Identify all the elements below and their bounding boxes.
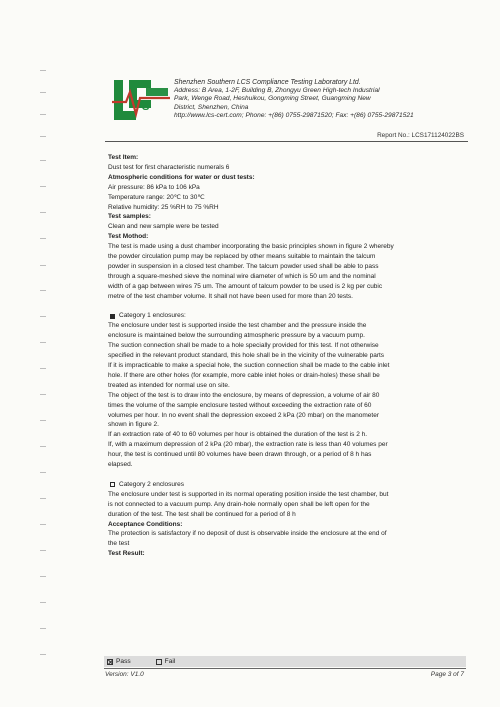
- empty-box-icon[interactable]: [156, 659, 162, 665]
- filled-square-icon: [110, 314, 115, 319]
- margin-mark: [40, 628, 46, 629]
- acceptance-heading: Acceptance Conditions:: [108, 520, 183, 528]
- samples-heading: Test samples:: [108, 213, 151, 221]
- margin-mark: [40, 160, 46, 161]
- lcs-logo: [112, 78, 170, 122]
- version-label: Version: V1.0: [105, 671, 144, 678]
- result-heading: Test Result:: [108, 550, 145, 558]
- cat1-line: The enclosure under test is supported inside the test chamber and the pressure inside the: [108, 322, 367, 330]
- category-1-heading: [108, 311, 470, 321]
- lab-name: Shenzhen Southern LCS Compliance Testing Laboratory Ltd.: [174, 79, 361, 86]
- margin-mark: [40, 654, 46, 655]
- cat1-line: The object of the test is to draw into the enclosure, by means of depression, a volume of air 80: [108, 391, 380, 399]
- margin-mark: [40, 114, 46, 115]
- pass-option[interactable]: [107, 658, 131, 665]
- atmos-heading: Atmospheric conditions for water or dust tests:: [108, 173, 255, 181]
- margin-mark: [40, 394, 46, 395]
- report-number: Report No.: LCS171124022BS: [377, 132, 464, 139]
- margin-mark: [40, 316, 46, 317]
- method-line: the powder circulation pump may be replaced by other means suitable to maintain the talcum: [108, 253, 376, 261]
- margin-mark: [40, 290, 46, 291]
- category-1-label: Category 1 enclosures:: [119, 312, 186, 320]
- address-line: Park, Wenge Road, Heshuikou, Gongming Street, Guangming New: [174, 95, 371, 103]
- method-line: metre of the test chamber volume. It shall not have been used for more than 20 tests.: [108, 292, 353, 300]
- margin-mark: [40, 550, 46, 551]
- margin-mark: [40, 92, 46, 93]
- cat1-line: If an extraction rate of 40 to 60 volumes per hour is obtained the duration of the test is 2 h.: [108, 431, 368, 439]
- cat1-line: hole. If there are other holes (for example, more cable inlet holes or drain-holes) these shall be: [108, 371, 380, 379]
- margin-mark: [40, 186, 46, 187]
- address-line: Address: B Area, 1-2F, Building B, Zhongyu Green High-tech Industrial: [174, 87, 380, 95]
- margin-mark: [40, 524, 46, 525]
- method-line: through a square-meshed sieve the nominal wire diameter of which is 50 um and the nominal: [108, 272, 376, 280]
- contact-line: http://www.lcs-cert.com; Phone: +(86) 0755-29871520; Fax: +(86) 0755-29871521: [174, 111, 414, 119]
- margin-mark: [40, 238, 46, 239]
- cat2-line: is not connected to a vacuum pump. Any drain-hole normally open shall be left open for the: [108, 500, 370, 508]
- cat1-line: volumes per hour. In no event shall the depression exceed 2 kPa (20 mbar) on the manometer: [108, 411, 379, 419]
- header-rule: [105, 141, 468, 142]
- cat1-line: treated as intended for normal use on site.: [108, 381, 230, 389]
- relative-humidity: Relative humidity: 25 %RH to 75 %RH: [108, 203, 219, 211]
- fail-option[interactable]: [156, 658, 176, 665]
- fail-label: Fail: [164, 658, 176, 665]
- margin-mark: [40, 368, 46, 369]
- method-line: powder in suspension in a closed test chamber. The talcum powder used shall be able to pass: [108, 262, 379, 270]
- margin-mark: [40, 70, 46, 71]
- cat1-line: shown in figure 2.: [108, 421, 159, 429]
- margin-mark: [40, 446, 46, 447]
- margin-mark: [40, 265, 46, 266]
- test-item-value: Dust test for first characteristic numerals 6: [108, 163, 230, 171]
- cat1-line: enclosure is maintained below the surrounding atmospheric pressure by a vacuum pump.: [108, 332, 365, 340]
- pass-label: Pass: [116, 658, 131, 665]
- page-number: Page 3 of 7: [430, 671, 464, 678]
- cat1-line: elapsed.: [108, 461, 133, 469]
- margin-mark: [40, 420, 46, 421]
- margin-mark: [40, 576, 46, 577]
- method-line: The test is made using a dust chamber incorporating the basic principles shown in figure 2 whereby: [108, 243, 394, 251]
- cat1-line: If it is impracticable to make a special hole, the suction connection shall be made to the cable inlet: [108, 362, 390, 370]
- category-2-heading: [108, 480, 470, 490]
- cat1-line: specified in the relevant product standard, this hole shall be in the vicinity of the vulnerable parts: [108, 352, 385, 360]
- acceptance-line: the test: [108, 540, 130, 548]
- margin-mark: [40, 212, 46, 213]
- cat1-line: hour, the test is continued until 80 volumes have been drawn through, or a period of 8 h has: [108, 451, 372, 459]
- margin-mark: [40, 498, 46, 499]
- cat1-line: If, with a maximum depression of 2 kPa (20 mbar), the extraction rate is less than 40 volumes per: [108, 441, 388, 449]
- cat2-line: duration of the test. The test shall be continued for a period of 8 h: [108, 510, 296, 518]
- cat2-line: The enclosure under test is supported in its normal operating position inside the test chamber, but: [108, 490, 389, 498]
- acceptance-line: The protection is satisfactory if no deposit of dust is observable inside the enclosure at the end of: [108, 530, 387, 538]
- margin-mark: [40, 342, 46, 343]
- address-line: District, Shenzhen, China: [174, 103, 249, 111]
- empty-square-icon: [110, 482, 115, 487]
- cat1-line: The suction connection shall be made to a hole specially provided for this test. If not otherwise: [108, 342, 379, 350]
- test-result-bar: [104, 656, 466, 667]
- air-pressure: Air pressure: 86 kPa to 106 kPa: [108, 183, 200, 191]
- temperature-range: Temperature range: 20℃ to 30℃: [108, 193, 205, 201]
- footer-rule: [104, 668, 466, 669]
- margin-mark: [40, 136, 46, 137]
- category-2-label: Category 2 enclosures: [119, 480, 185, 488]
- margin-mark: [40, 472, 46, 473]
- method-line: width of a gap between wires 75 um. The amount of talcum powder to be used is 2 kg per cubic: [108, 282, 383, 290]
- lab-info: [174, 79, 474, 120]
- margin-mark: [40, 602, 46, 603]
- test-item-heading: Test Item:: [108, 154, 139, 161]
- cat1-line: times the volume of the sample enclosure tested without exceeding the extraction rate of 60: [108, 401, 372, 409]
- method-heading: Test Mothod:: [108, 233, 149, 241]
- report-content: [108, 153, 470, 559]
- checked-box-icon[interactable]: [107, 659, 113, 665]
- samples-value: Clean and new sample were be tested: [108, 223, 219, 231]
- svg-text:S: S: [142, 101, 150, 113]
